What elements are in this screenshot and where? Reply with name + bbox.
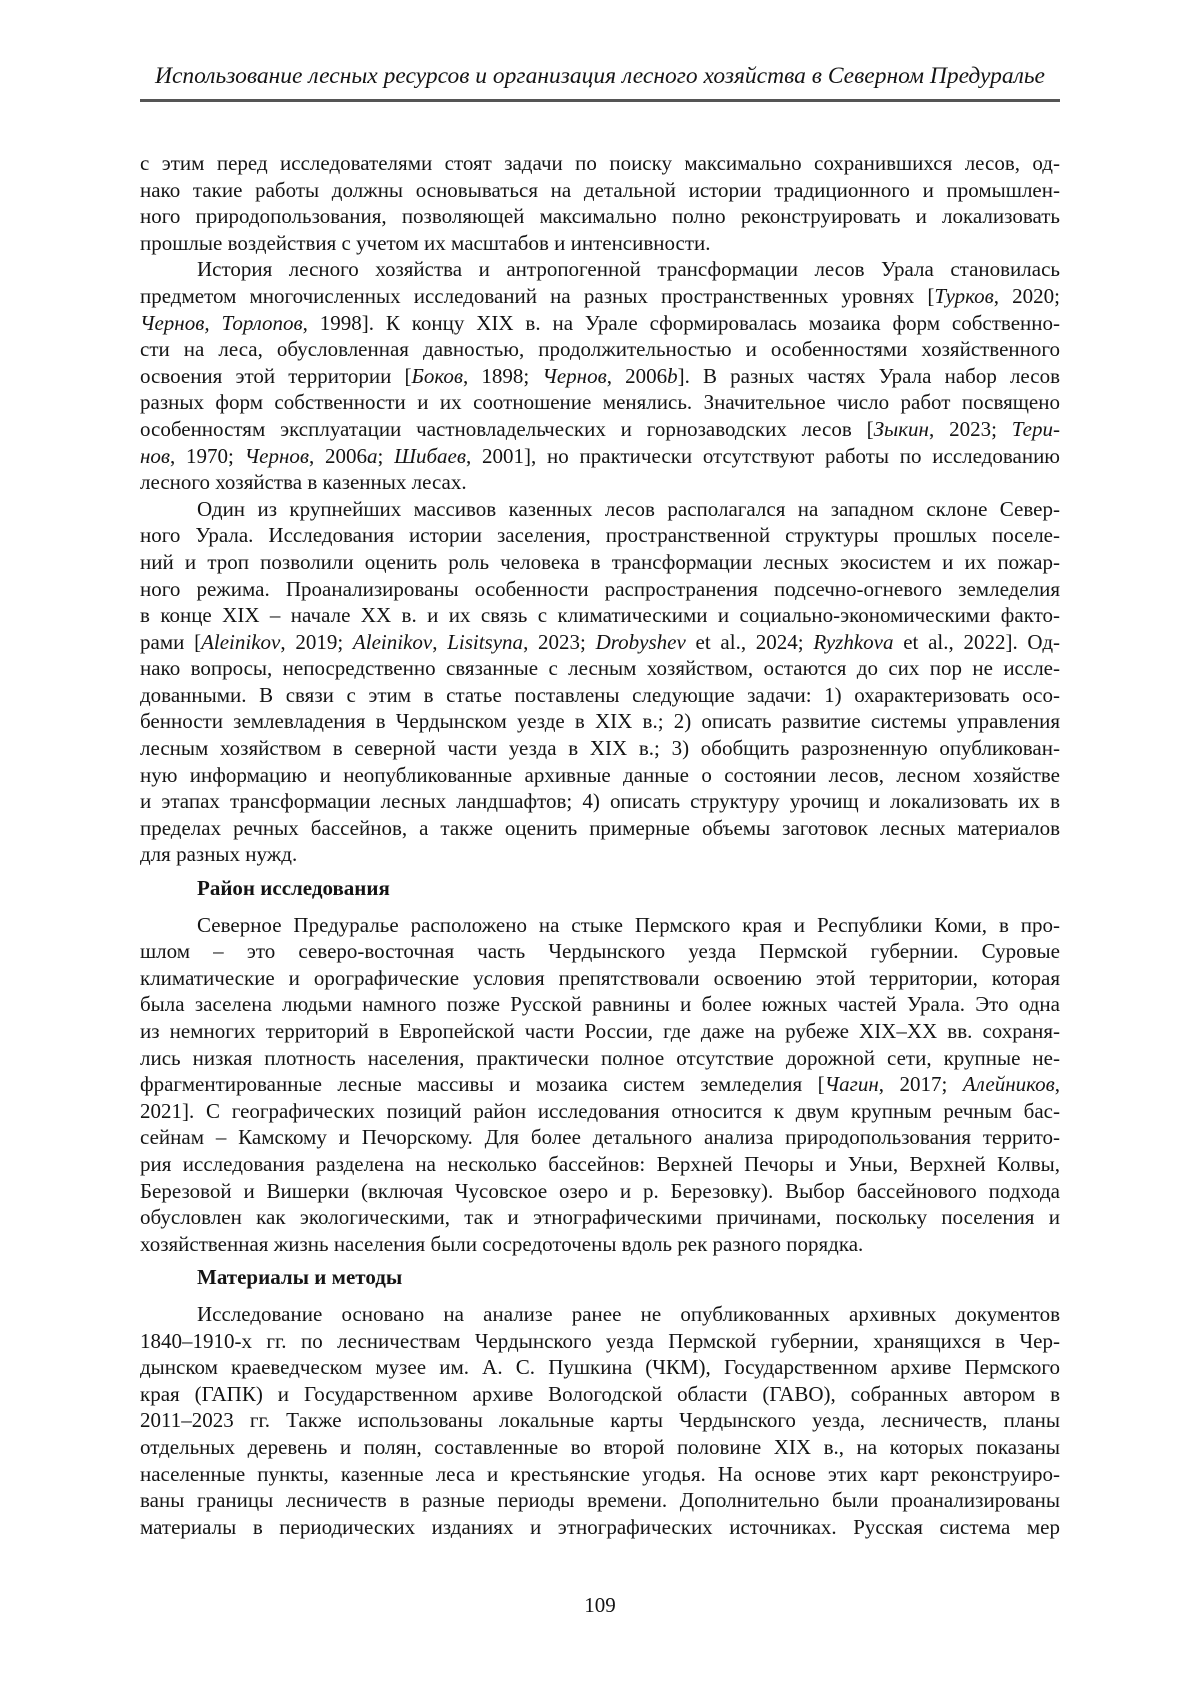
text-line: лись низкая плотность населения, практически полное отсутствие дорожной сети, крупные не-	[140, 1045, 1060, 1070]
text-line: нако такие работы должны основываться на детальной истории традиционного и промышлен-	[140, 177, 1060, 202]
section-heading: Район исследования	[197, 876, 390, 901]
text-line: Северное Предуралье расположено на стыке Пермского края и Республики Коми, в про-	[197, 912, 1060, 937]
text-line: хозяйственная жизнь населения были сосредоточены вдоль рек разного порядка.	[140, 1231, 864, 1256]
text-line: ного Урала. Исследования истории заселения, пространственной структуры прошлых поселе-	[140, 523, 1060, 548]
text-line: отдельных деревень и полян, составленные во второй половине XIX в., на которых показаны	[140, 1434, 1060, 1459]
text-line: Чернов, Торлопов, 1998]. К концу XIX в. на Урале сформировалась мозаика форм собственно-	[140, 310, 1060, 335]
citation-author: Lisitsyna	[447, 629, 524, 654]
text-line: Березовой и Вишерки (включая Чусовское озеро и р. Березовку). Выбор бассейнового подхода	[140, 1178, 1060, 1203]
citation-author: Шибаев	[394, 443, 466, 468]
text-line: 2011–2023 гг. Также использованы локальные карты Чердынского уезда, лесничеств, планы	[140, 1408, 1060, 1433]
text-line: сти на леса, обусловленная давностью, продолжительностью и особенностями хозяйственного	[140, 337, 1060, 362]
text-line: предметом многочисленных исследований на разных пространственных уровнях [Турков, 2020;	[140, 283, 1060, 308]
citation-author: Турков	[934, 283, 994, 308]
text-line: лесным хозяйством в северной части уезда в XIX в.; 3) обобщить разрозненную опубликован-	[140, 736, 1060, 761]
text-line: материалы в периодических изданиях и этнографических источниках. Русская система мер	[140, 1514, 1060, 1539]
text-line: ваны границы лесничеств в разные периоды времени. Дополнительно были проанализированы	[140, 1488, 1060, 1513]
text-line: ного природопользования, позволяющей максимально полно реконструировать и локализовать	[140, 204, 1060, 229]
text-line: из немногих территорий в Европейской части России, где даже на рубеже XIX–XX вв. сохраня-	[140, 1019, 1060, 1043]
text-line: климатические и орографические условия препятствовали освоению этой территории, которая	[140, 965, 1060, 990]
page-header	[140, 63, 1060, 102]
citation-author: Чернов	[542, 363, 607, 388]
text-line: нов, 1970; Чернов, 2006а; Шибаев, 2001], но практически отсутствуют работы по исследованию	[140, 443, 1060, 468]
header-rule	[140, 99, 1060, 102]
citation-author: Боков	[411, 363, 464, 388]
text-line: обусловлен как экологическими, так и этнографическими причинами, поскольку поселения и	[140, 1205, 1060, 1230]
text-line: разных форм собственности и их соотношение менялись. Значительное число работ посвящено	[140, 390, 1060, 415]
citation-author: Тери-	[1011, 416, 1060, 441]
paragraph	[140, 912, 1060, 1258]
text-line: дованными. В связи с этим в статье поставлены следующие задачи: 1) охарактеризовать осо-	[140, 682, 1060, 707]
text-line: История лесного хозяйства и антропогенной трансформации лесов Урала становилась	[197, 257, 1060, 282]
text-line: и этапах трансформации лесных ландшафтов; 4) описать структуру урочищ и локализовать их в	[140, 789, 1060, 814]
text-line: освоения этой территории [Боков, 1898; Чернов, 2006b]. В разных частях Урала набор лесов	[140, 363, 1060, 388]
text-line: Исследование основано на анализе ранее не опубликованных архивных документов	[197, 1301, 1060, 1326]
section-heading: Материалы и методы	[197, 1265, 403, 1290]
paragraph	[140, 1301, 1060, 1540]
text-line: в конце XIX – начале XX в. и их связь с климатическими и социально-экономическими факто-	[140, 603, 1060, 628]
text-line: для разных нужд.	[140, 842, 298, 867]
text-line: прошлые воздействия с учетом их масштабов и интенсивности.	[140, 230, 711, 255]
text-line: с этим перед исследователями стоят задачи по поиску максимально сохранившихся лесов, од-	[140, 151, 1060, 175]
citation-author: Чернов, Торлопов	[140, 310, 303, 335]
citation-author: нов	[140, 443, 171, 468]
citation-author: Чагин	[824, 1072, 879, 1097]
citation-author: Ryzhkova	[813, 629, 894, 654]
text-line: ний и троп позволили оценить роль человека в трансформации лесных экосистем и их пожар-	[140, 549, 1060, 574]
text-line: рами [Aleinikov, 2019; Aleinikov, Lisitsyna, 2023; Drobyshev et al., 2024; Ryzhkova et al., 2022]. Од-	[140, 629, 1060, 654]
text-line: 2021]. С географических позиций район исследования относится к двум крупным речным бас-	[140, 1098, 1060, 1123]
text-line: рия исследования разделена на несколько бассейнов: Верхней Печоры и Уньи, Верхней Колвы,	[140, 1151, 1060, 1176]
paragraph	[140, 496, 1060, 868]
page-number: 109	[584, 1593, 616, 1617]
text-line: населенные пункты, казенные леса и крестьянские угодья. На основе этих карт реконструиро-	[140, 1461, 1060, 1486]
text-line: фрагментированные лесные массивы и мозаика систем земледелия [Чагин, 2017; Алейников,	[140, 1072, 1060, 1097]
citation-author: b	[667, 363, 678, 388]
document-body	[140, 150, 1060, 1540]
citation-author: Алейников	[962, 1072, 1055, 1097]
text-line: Один из крупнейших массивов казенных лесов располагался на западном склоне Север-	[197, 496, 1060, 521]
paragraph	[140, 256, 1060, 495]
text-line: особенностям эксплуатации частновладельческих и горнозаводских лесов [Зыкин, 2023; Тери-	[140, 416, 1060, 441]
citation-author: Aleinikov	[352, 629, 433, 654]
citation-author: а	[367, 443, 378, 468]
text-line: пределах речных бассейнов, а также оценить примерные объемы заготовок лесных материалов	[140, 815, 1060, 840]
text-line: шлом – это северо-восточная часть Чердынского уезда Пермской губернии. Суровые	[140, 939, 1060, 964]
text-line: ную информацию и неопубликованные архивные данные о состоянии лесов, лесном хозяйстве	[140, 762, 1060, 787]
text-line: была заселена людьми намного позже Русской равнины и более южных частей Урала. Это одна	[140, 992, 1060, 1017]
text-line: бенности землевладения в Чердынском уезде в XIX в.; 2) описать развитие системы управления	[140, 709, 1060, 734]
citation-author: Зыкин	[873, 416, 929, 441]
text-line: нако вопросы, непосредственно связанные с лесным хозяйством, остаются до сих пор не иссле-	[140, 656, 1060, 681]
running-title: Использование лесных ресурсов и организация лесного хозяйства в Северном Предуралье	[154, 63, 1045, 89]
citation-author: Чернов	[244, 443, 309, 468]
text-line: края (ГАПК) и Государственном архиве Вологодской области (ГАВО), собранных автором в	[140, 1381, 1060, 1406]
text-line: 1840–1910-х гг. по лесничествам Чердынского уезда Пермской губернии, хранящихся в Чер-	[140, 1328, 1060, 1353]
text-line: ного режима. Проанализированы особенности распространения подсечно-огневого земледелия	[140, 576, 1060, 601]
citation-author: Aleinikov	[201, 629, 281, 654]
paragraph	[140, 150, 1060, 256]
text-line: лесного хозяйства в казенных лесах.	[140, 470, 467, 495]
text-line: дынском краеведческом музее им. А. С. Пушкина (ЧКМ), Государственном архиве Пермского	[140, 1355, 1060, 1380]
citation-author: Drobyshev	[595, 629, 686, 654]
text-line: сейнам – Камскому и Печорскому. Для более детального анализа природопользования террито-	[140, 1125, 1060, 1150]
